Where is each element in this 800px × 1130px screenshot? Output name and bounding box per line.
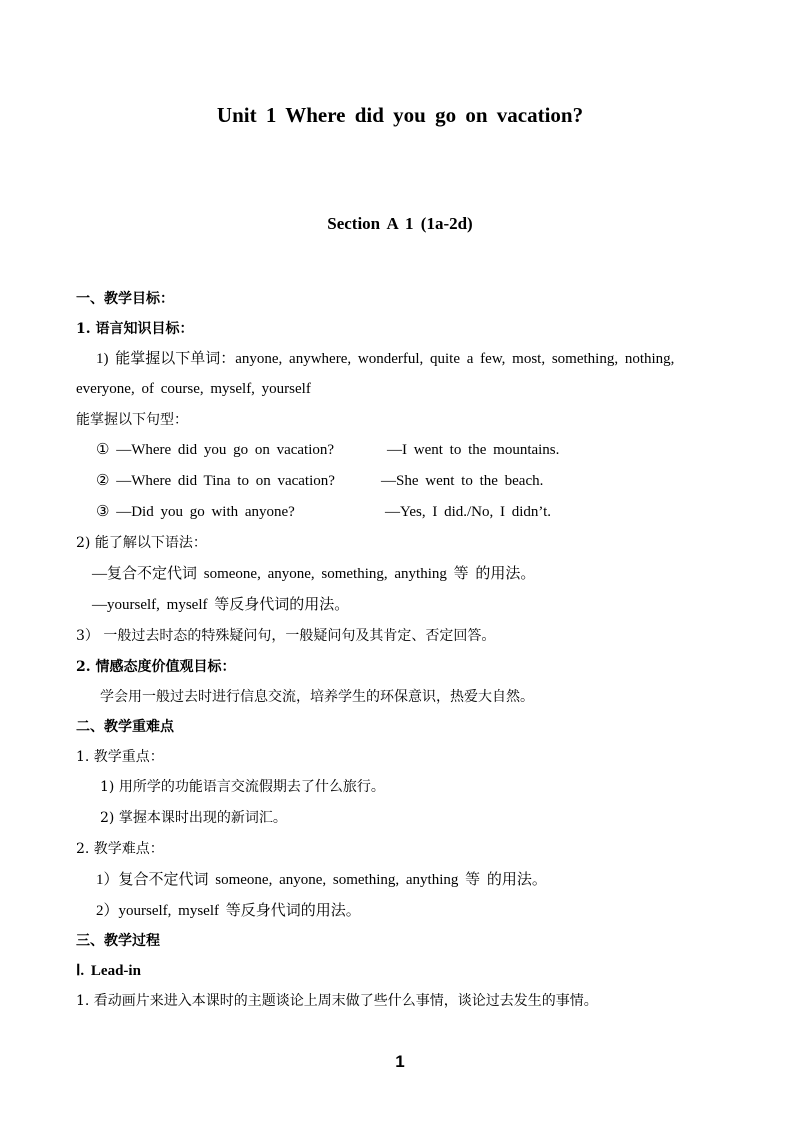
emotion-goal-text: 学会用一般过去时进行信息交流，培养学生的环保意识，热爱大自然。 — [100, 689, 534, 705]
sentence-patterns-label: 能掌握以下句型： — [76, 412, 188, 428]
heading-teaching-process: 三、教学过程 — [76, 933, 160, 949]
key-point-2: 2) 掌握本课时出现的新词汇。 — [100, 810, 287, 826]
grammar-label: 2) 能了解以下语法： — [76, 535, 207, 551]
dialog-answer-1: —I went to the mountains. — [387, 442, 560, 458]
page-number: 1 — [395, 1052, 405, 1071]
difficult-point-1: 1）复合不定代词 someone, anyone, something, anything 等 的用法。 — [96, 872, 547, 888]
difficult-point-2: 2）yourself, myself 等反身代词的用法。 — [96, 903, 361, 919]
dialog-question-1: ① —Where did you go on vacation? — [96, 442, 335, 458]
dialog-question-3: ③ —Did you go with anyone? — [96, 504, 295, 520]
vocabulary-line-1: 1) 能掌握以下单词：anyone, anywhere, wonderful, quite a few, most, something, nothing, — [96, 351, 675, 367]
section-title: Section A 1 (1a-2d) — [327, 214, 473, 233]
heading-teaching-goals: 一、教学目标： — [76, 291, 174, 307]
difficult-points-label: 2. 教学难点： — [76, 841, 164, 857]
grammar-item-2: —yourself, myself 等反身代词的用法。 — [92, 597, 350, 613]
dialog-answer-3: —Yes, I did./No, I didn’t. — [385, 504, 552, 520]
heading-key-difficult: 二、教学重难点 — [76, 719, 174, 735]
key-points-label: 1. 教学重点： — [76, 749, 164, 765]
subheading-emotion-goals: 2. 情感态度价值观目标： — [76, 659, 236, 675]
dialog-question-2: ② —Where did Tina to on vacation? — [96, 473, 335, 489]
unit-title: Unit 1 Where did you go on vacation? — [216, 103, 584, 127]
vocabulary-line-2: everyone, of course, myself, yourself — [76, 381, 311, 397]
grammar-item-1: —复合不定代词 someone, anyone, something, anything 等 的用法。 — [92, 566, 536, 582]
lead-in-step-1: 1. 看动画片来进入本课时的主题谈论上周末做了些什么事情，谈论过去发生的事情。 — [76, 993, 598, 1009]
dialog-answer-2: —She went to the beach. — [381, 473, 544, 489]
grammar-item-3: 3） 一般过去时态的特殊疑问句，一般疑问句及其肯定、否定回答。 — [76, 628, 496, 644]
key-point-1: 1) 用所学的功能语言交流假期去了什么旅行。 — [100, 779, 385, 795]
subheading-language-goals: 1. 语言知识目标： — [76, 321, 194, 337]
lead-in-heading: Ⅰ. Lead-in — [76, 963, 141, 979]
